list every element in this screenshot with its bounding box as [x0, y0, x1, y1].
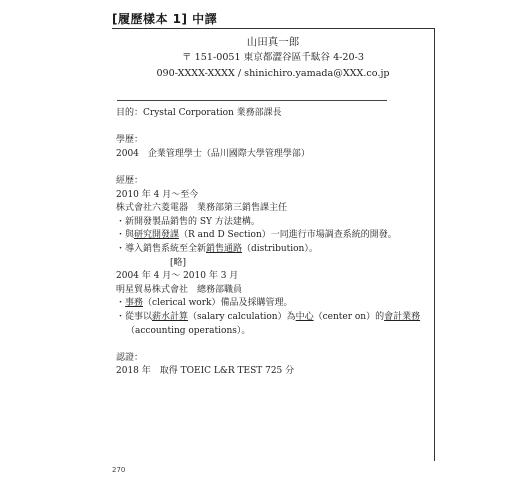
job1-bullet-1: ・新開發製品銷售的 SY 方法建構。 [116, 216, 260, 227]
applicant-contact: 090-XXXX-XXXX / shinichiro.yamada@XXX.co.jp [156, 68, 390, 79]
job1-bullet-2: ・與研究開發課（R and D Section）一同進行市場調查系統的開發。 [116, 230, 397, 241]
objective-text: Crystal Corporation 業務部課長 [143, 108, 282, 118]
job1-company: 株式會社六菱電器 業務部第三銷售課主任 [116, 203, 288, 214]
education-label: 學歷： [116, 135, 144, 146]
underlined-term: 薪水計算 [152, 311, 189, 322]
underlined-term: 事務 [125, 298, 144, 309]
certification-label: 認證： [116, 352, 144, 363]
page-number: 270 [112, 466, 126, 474]
job2-period: 2004 年 4 月～ 2010 年 3 月 [116, 271, 239, 282]
resume-header [112, 34, 434, 82]
underlined-term: 銷售通路 [206, 243, 243, 254]
header-divider [117, 100, 387, 101]
omitted-note: [略] [170, 257, 187, 268]
applicant-address: 〒 151-0051 東京都澀谷區千駄谷 4-20-3 [182, 52, 364, 63]
applicant-name: 山田真一郎 [246, 36, 300, 48]
job1-bullet-3: ・導入銷售系統至全新銷售通路（distribution）。 [116, 243, 318, 254]
job1-period: 2010 年 4 月～至今 [116, 189, 199, 200]
job2-bullet-1: ・事務（clerical work）備品及採購管理。 [116, 298, 293, 309]
section-title: [履歷樣本 1] 中譯 [112, 12, 218, 26]
job2-bullet-2: ・從事以薪水計算（salary calculation）為中心（center on）的會計業務（accounting operations）。 [116, 311, 421, 336]
education-entry: 2004 企業管理學士（品川國際大學管理學部） [116, 148, 310, 159]
underlined-term: 研究開發課 [134, 230, 180, 241]
objective-line [116, 107, 428, 121]
experience-label: 經歷： [116, 175, 144, 186]
objective-label: 目的： [116, 108, 144, 118]
certification-entry: 2018 年 取得 TOEIC L&R TEST 725 分 [116, 366, 295, 377]
resume-body [116, 107, 428, 379]
job2-company: 明星貿易株式會社 總務部職員 [116, 284, 243, 295]
underlined-term: 會計業務 [384, 311, 421, 322]
underlined-term: 中心 [295, 311, 314, 322]
